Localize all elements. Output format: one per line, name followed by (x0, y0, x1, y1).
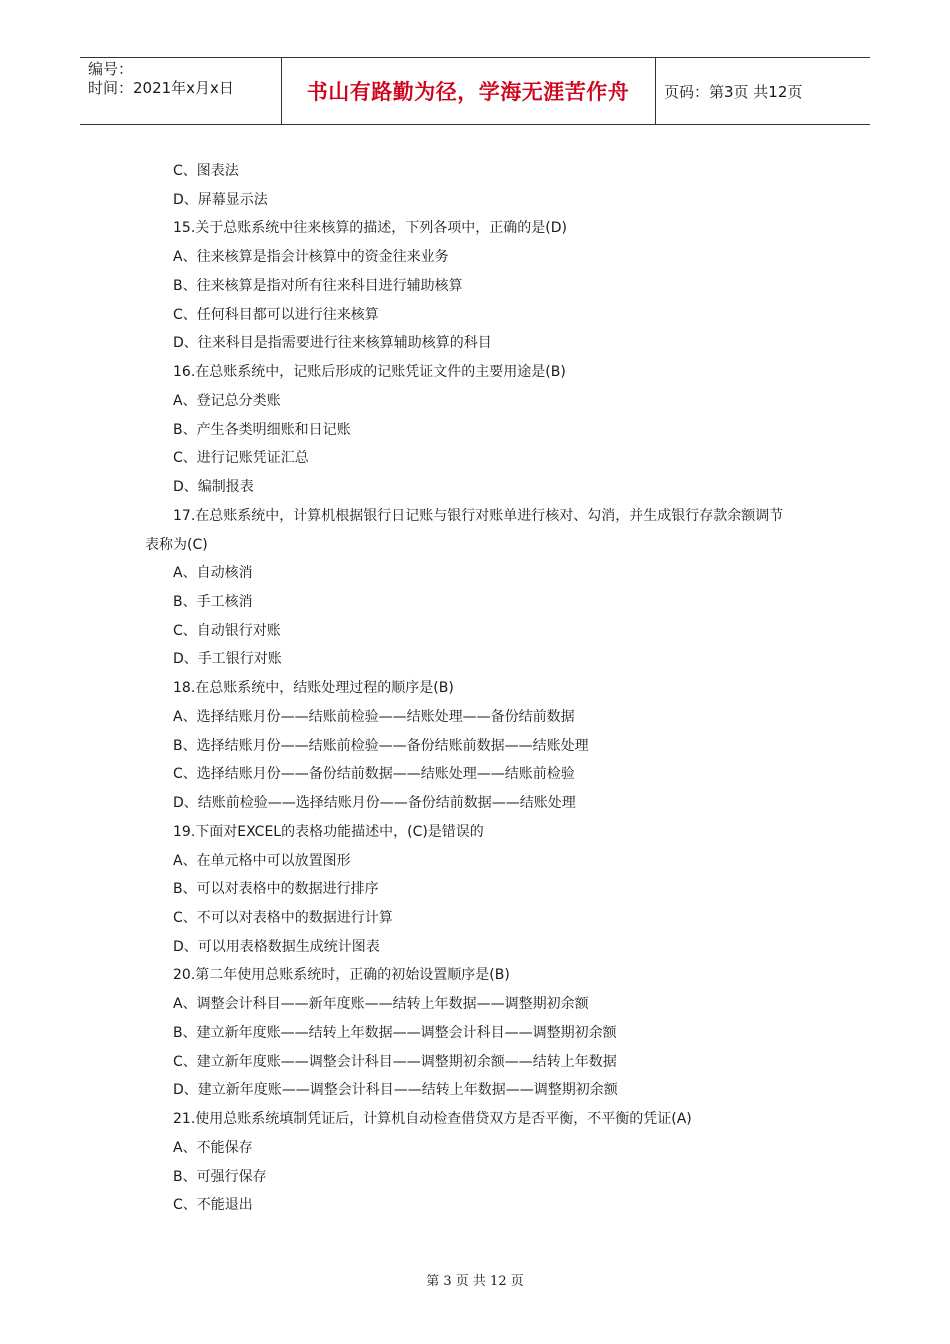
header-number-label: 编号： (88, 60, 134, 78)
body-line: D、编制报表 (173, 479, 254, 495)
body-line: C、图表法 (173, 163, 239, 179)
body-line: C、自动银行对账 (173, 623, 281, 639)
body-line: C、进行记账凭证汇总 (173, 450, 309, 466)
body-line: A、调整会计科目——新年度账——结转上年数据——调整期初余额 (173, 996, 589, 1012)
question-line: 20.第二年使用总账系统时，正确的初始设置顺序是(B) (173, 967, 510, 983)
body-line: C、任何科目都可以进行往来核算 (173, 307, 379, 323)
body-line: A、不能保存 (173, 1140, 253, 1156)
body-line: D、手工银行对账 (173, 651, 282, 667)
question-line-continued: 表称为(C) (145, 537, 208, 553)
header-motto: 书山有路勤为径，学海无涯苦作舟 (306, 80, 630, 104)
question-line: 16.在总账系统中，记账后形成的记账凭证文件的主要用途是(B) (173, 364, 566, 380)
body-line: A、往来核算是指会计核算中的资金往来业务 (173, 249, 449, 265)
header-bottom-rule (80, 124, 870, 125)
body-line: A、选择结账月份——结账前检验——结账处理——备份结前数据 (173, 709, 575, 725)
question-line: 21.使用总账系统填制凭证后，计算机自动检查借贷双方是否平衡，不平衡的凭证(A) (173, 1111, 692, 1127)
header-page-label: 页码：第3页 共12页 (664, 83, 803, 101)
body-line: D、往来科目是指需要进行往来核算辅助核算的科目 (173, 335, 492, 351)
question-line: 17.在总账系统中，计算机根据银行日记账与银行对账单进行核对、勾消，并生成银行存款余额调节 (173, 508, 784, 524)
body-line: C、选择结账月份——备份结前数据——结账处理——结账前检验 (173, 766, 575, 782)
body-line: D、建立新年度账——调整会计科目——结转上年数据——调整期初余额 (173, 1082, 618, 1098)
body-line: B、往来核算是指对所有往来科目进行辅助核算 (173, 278, 463, 294)
body-line: B、可强行保存 (173, 1169, 267, 1185)
header-divider-right (655, 57, 656, 124)
body-line: D、可以用表格数据生成统计图表 (173, 939, 380, 955)
header-top-rule (80, 57, 870, 58)
body-line: B、可以对表格中的数据进行排序 (173, 881, 379, 897)
question-line: 19.下面对EXCEL的表格功能描述中，(C)是错误的 (173, 824, 484, 840)
body-line: C、不可以对表格中的数据进行计算 (173, 910, 393, 926)
body-line: B、手工核消 (173, 594, 253, 610)
question-line: 18.在总账系统中，结账处理过程的顺序是(B) (173, 680, 454, 696)
body-line: A、登记总分类账 (173, 393, 281, 409)
body-line: A、自动核消 (173, 565, 253, 581)
body-line: A、在单元格中可以放置图形 (173, 853, 351, 869)
page-footer: 第 3 页 共 12 页 (426, 1274, 524, 1289)
body-line: C、不能退出 (173, 1197, 253, 1213)
body-line: B、选择结账月份——结账前检验——备份结账前数据——结账处理 (173, 738, 589, 754)
body-line: D、结账前检验——选择结账月份——备份结前数据——结账处理 (173, 795, 576, 811)
body-line: C、建立新年度账——调整会计科目——调整期初余额——结转上年数据 (173, 1054, 617, 1070)
body-line: B、建立新年度账——结转上年数据——调整会计科目——调整期初余额 (173, 1025, 617, 1041)
header-time-label: 时间：2021年x月x日 (88, 79, 234, 97)
body-line: D、屏幕显示法 (173, 192, 268, 208)
question-line: 15.关于总账系统中往来核算的描述，下列各项中，正确的是(D) (173, 220, 567, 236)
body-line: B、产生各类明细账和日记账 (173, 422, 351, 438)
